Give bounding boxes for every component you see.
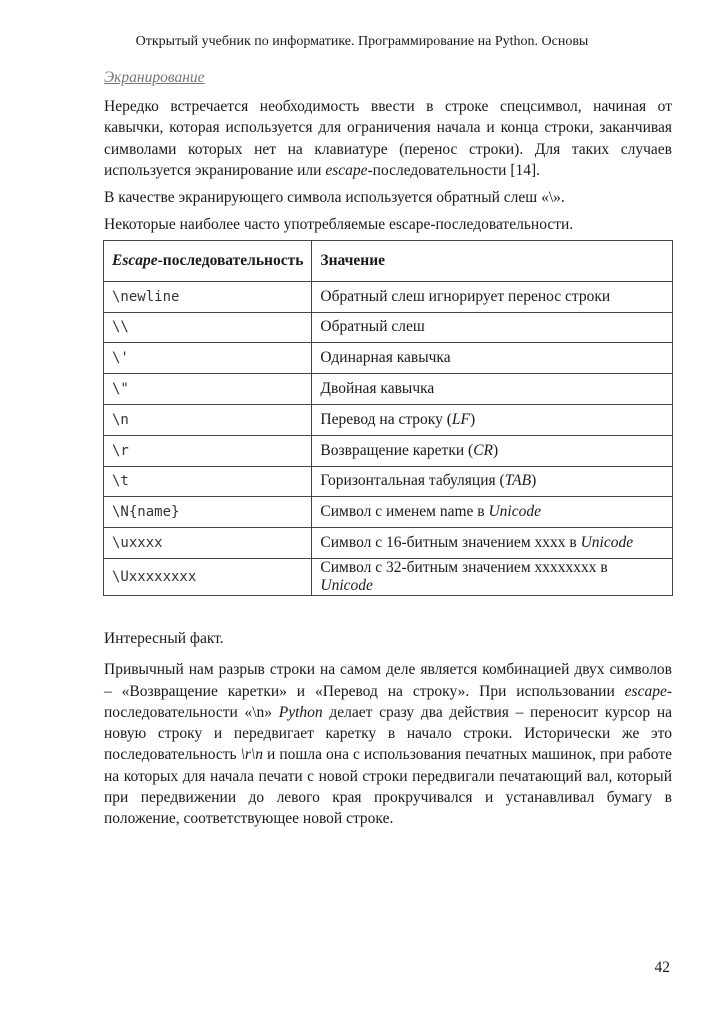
fact-text: делает сразу два действия – переносит курсор на новую строку и передвигает каретку в начало строки. Исторически же это последовательность bbox=[104, 703, 672, 764]
fact-text: Привычный нам разрыв строки на самом деле является комбинацией двух символов – «Возвращение каретки» и «Перевод на строку». При использовании bbox=[104, 661, 672, 700]
meaning-cell bbox=[312, 343, 673, 374]
meaning-emphasis: Unicode bbox=[580, 534, 634, 552]
meaning-text: Обратный слеш bbox=[320, 318, 425, 336]
meaning-tail: ) bbox=[470, 410, 476, 428]
meaning-cell bbox=[312, 497, 673, 528]
escape-sequence-cell: \N{name} bbox=[104, 497, 312, 528]
meaning-cell bbox=[312, 404, 673, 435]
table-row bbox=[104, 343, 673, 374]
intro-text-before: Нередко встречается необходимость ввести в строке спецсимвол, начиная от кавычки, которая используется для ограничения начала и конца строки, заканчивая символами которых нет на клавиатуре (перенос строки). Для таких случаев используется экранирование или bbox=[104, 98, 672, 179]
table-header-row bbox=[104, 240, 673, 281]
table-row bbox=[104, 528, 673, 559]
escape-sequence-cell: \" bbox=[104, 374, 312, 405]
escape-sequences-table bbox=[103, 240, 673, 596]
intro-text-after: -последовательности [14]. bbox=[367, 161, 541, 179]
main-content bbox=[104, 68, 672, 830]
meaning-tail: ) bbox=[531, 472, 537, 490]
meaning-emphasis: LF bbox=[451, 410, 470, 428]
escape-char-paragraph: В качестве экранирующего символа используется обратный слеш «\». bbox=[104, 189, 565, 207]
meaning-cell bbox=[312, 466, 673, 497]
intro-escape-term: escape bbox=[325, 161, 368, 179]
column-header-sequence-rest: -последовательность bbox=[157, 252, 304, 270]
meaning-text: Символ с 16-битным значением xxxx в bbox=[320, 534, 581, 552]
escape-sequence-cell: \uxxxx bbox=[104, 528, 312, 559]
meaning-emphasis: Unicode bbox=[320, 576, 373, 594]
intro-paragraph bbox=[104, 96, 672, 181]
meaning-cell bbox=[312, 374, 673, 405]
meaning-text: Перевод на строку ( bbox=[320, 410, 452, 428]
table-caption: Некоторые наиболее часто употребляемые escape-последовательности. bbox=[104, 216, 574, 234]
meaning-emphasis: Unicode bbox=[488, 503, 541, 521]
table-row bbox=[104, 497, 673, 528]
table-row bbox=[104, 374, 673, 405]
column-header-meaning: Значение bbox=[312, 240, 673, 281]
fact-emphasis: escape bbox=[624, 682, 667, 700]
meaning-cell bbox=[312, 558, 673, 595]
fact-emphasis: \r\n bbox=[240, 746, 264, 764]
fact-title: Интересный факт. bbox=[104, 629, 224, 647]
meaning-cell bbox=[312, 528, 673, 559]
meaning-text: Символ с 32-битным значением xxxxxxxx в bbox=[320, 558, 608, 576]
table-row bbox=[104, 466, 673, 497]
meaning-text: Символ с именем name в bbox=[320, 503, 489, 521]
table-row bbox=[104, 435, 673, 466]
table-row bbox=[104, 312, 673, 343]
meaning-text: Двойная кавычка bbox=[320, 380, 435, 398]
escape-sequence-cell: \' bbox=[104, 343, 312, 374]
fact-text: и пошла она с использования печатных машинок, при работе на которых для начала печати с новой строки передвигали печатающий вал, который при передвижении до левого края прокручивался и устанавливал бумагу в положение, соответствующее новой строке. bbox=[104, 746, 673, 828]
page-header: Открытый учебник по информатике. Программирование на Python. Основы bbox=[135, 34, 589, 49]
column-header-escape-term: Escape bbox=[112, 252, 158, 270]
fact-paragraph bbox=[104, 659, 672, 829]
escape-sequence-cell: \n bbox=[104, 404, 312, 435]
escape-sequence-cell: \r bbox=[104, 435, 312, 466]
meaning-cell bbox=[312, 312, 673, 343]
meaning-tail: ) bbox=[493, 441, 499, 459]
table-row bbox=[104, 404, 673, 435]
column-header-sequence bbox=[104, 240, 312, 281]
meaning-emphasis: TAB bbox=[504, 472, 532, 490]
escape-sequence-cell: \t bbox=[104, 466, 312, 497]
meaning-text: Обратный слеш игнорирует перенос строки bbox=[320, 287, 611, 305]
meaning-text: Горизонтальная табуляция ( bbox=[320, 472, 505, 490]
table-row bbox=[104, 281, 673, 312]
fact-text: -последовательности «\n» bbox=[104, 682, 672, 721]
page-number: 42 bbox=[654, 959, 670, 976]
escape-sequence-cell: \Uxxxxxxxx bbox=[104, 558, 312, 595]
section-heading: Экранирование bbox=[104, 69, 205, 86]
meaning-text: Одинарная кавычка bbox=[320, 349, 451, 367]
fact-emphasis: Python bbox=[278, 703, 323, 721]
meaning-cell bbox=[312, 435, 673, 466]
escape-sequence-cell: \\ bbox=[104, 312, 312, 343]
escape-sequence-cell: \newline bbox=[104, 281, 312, 312]
table-row bbox=[104, 558, 673, 595]
meaning-text: Возвращение каретки ( bbox=[320, 441, 474, 459]
meaning-emphasis: CR bbox=[473, 441, 493, 459]
meaning-cell bbox=[312, 281, 673, 312]
